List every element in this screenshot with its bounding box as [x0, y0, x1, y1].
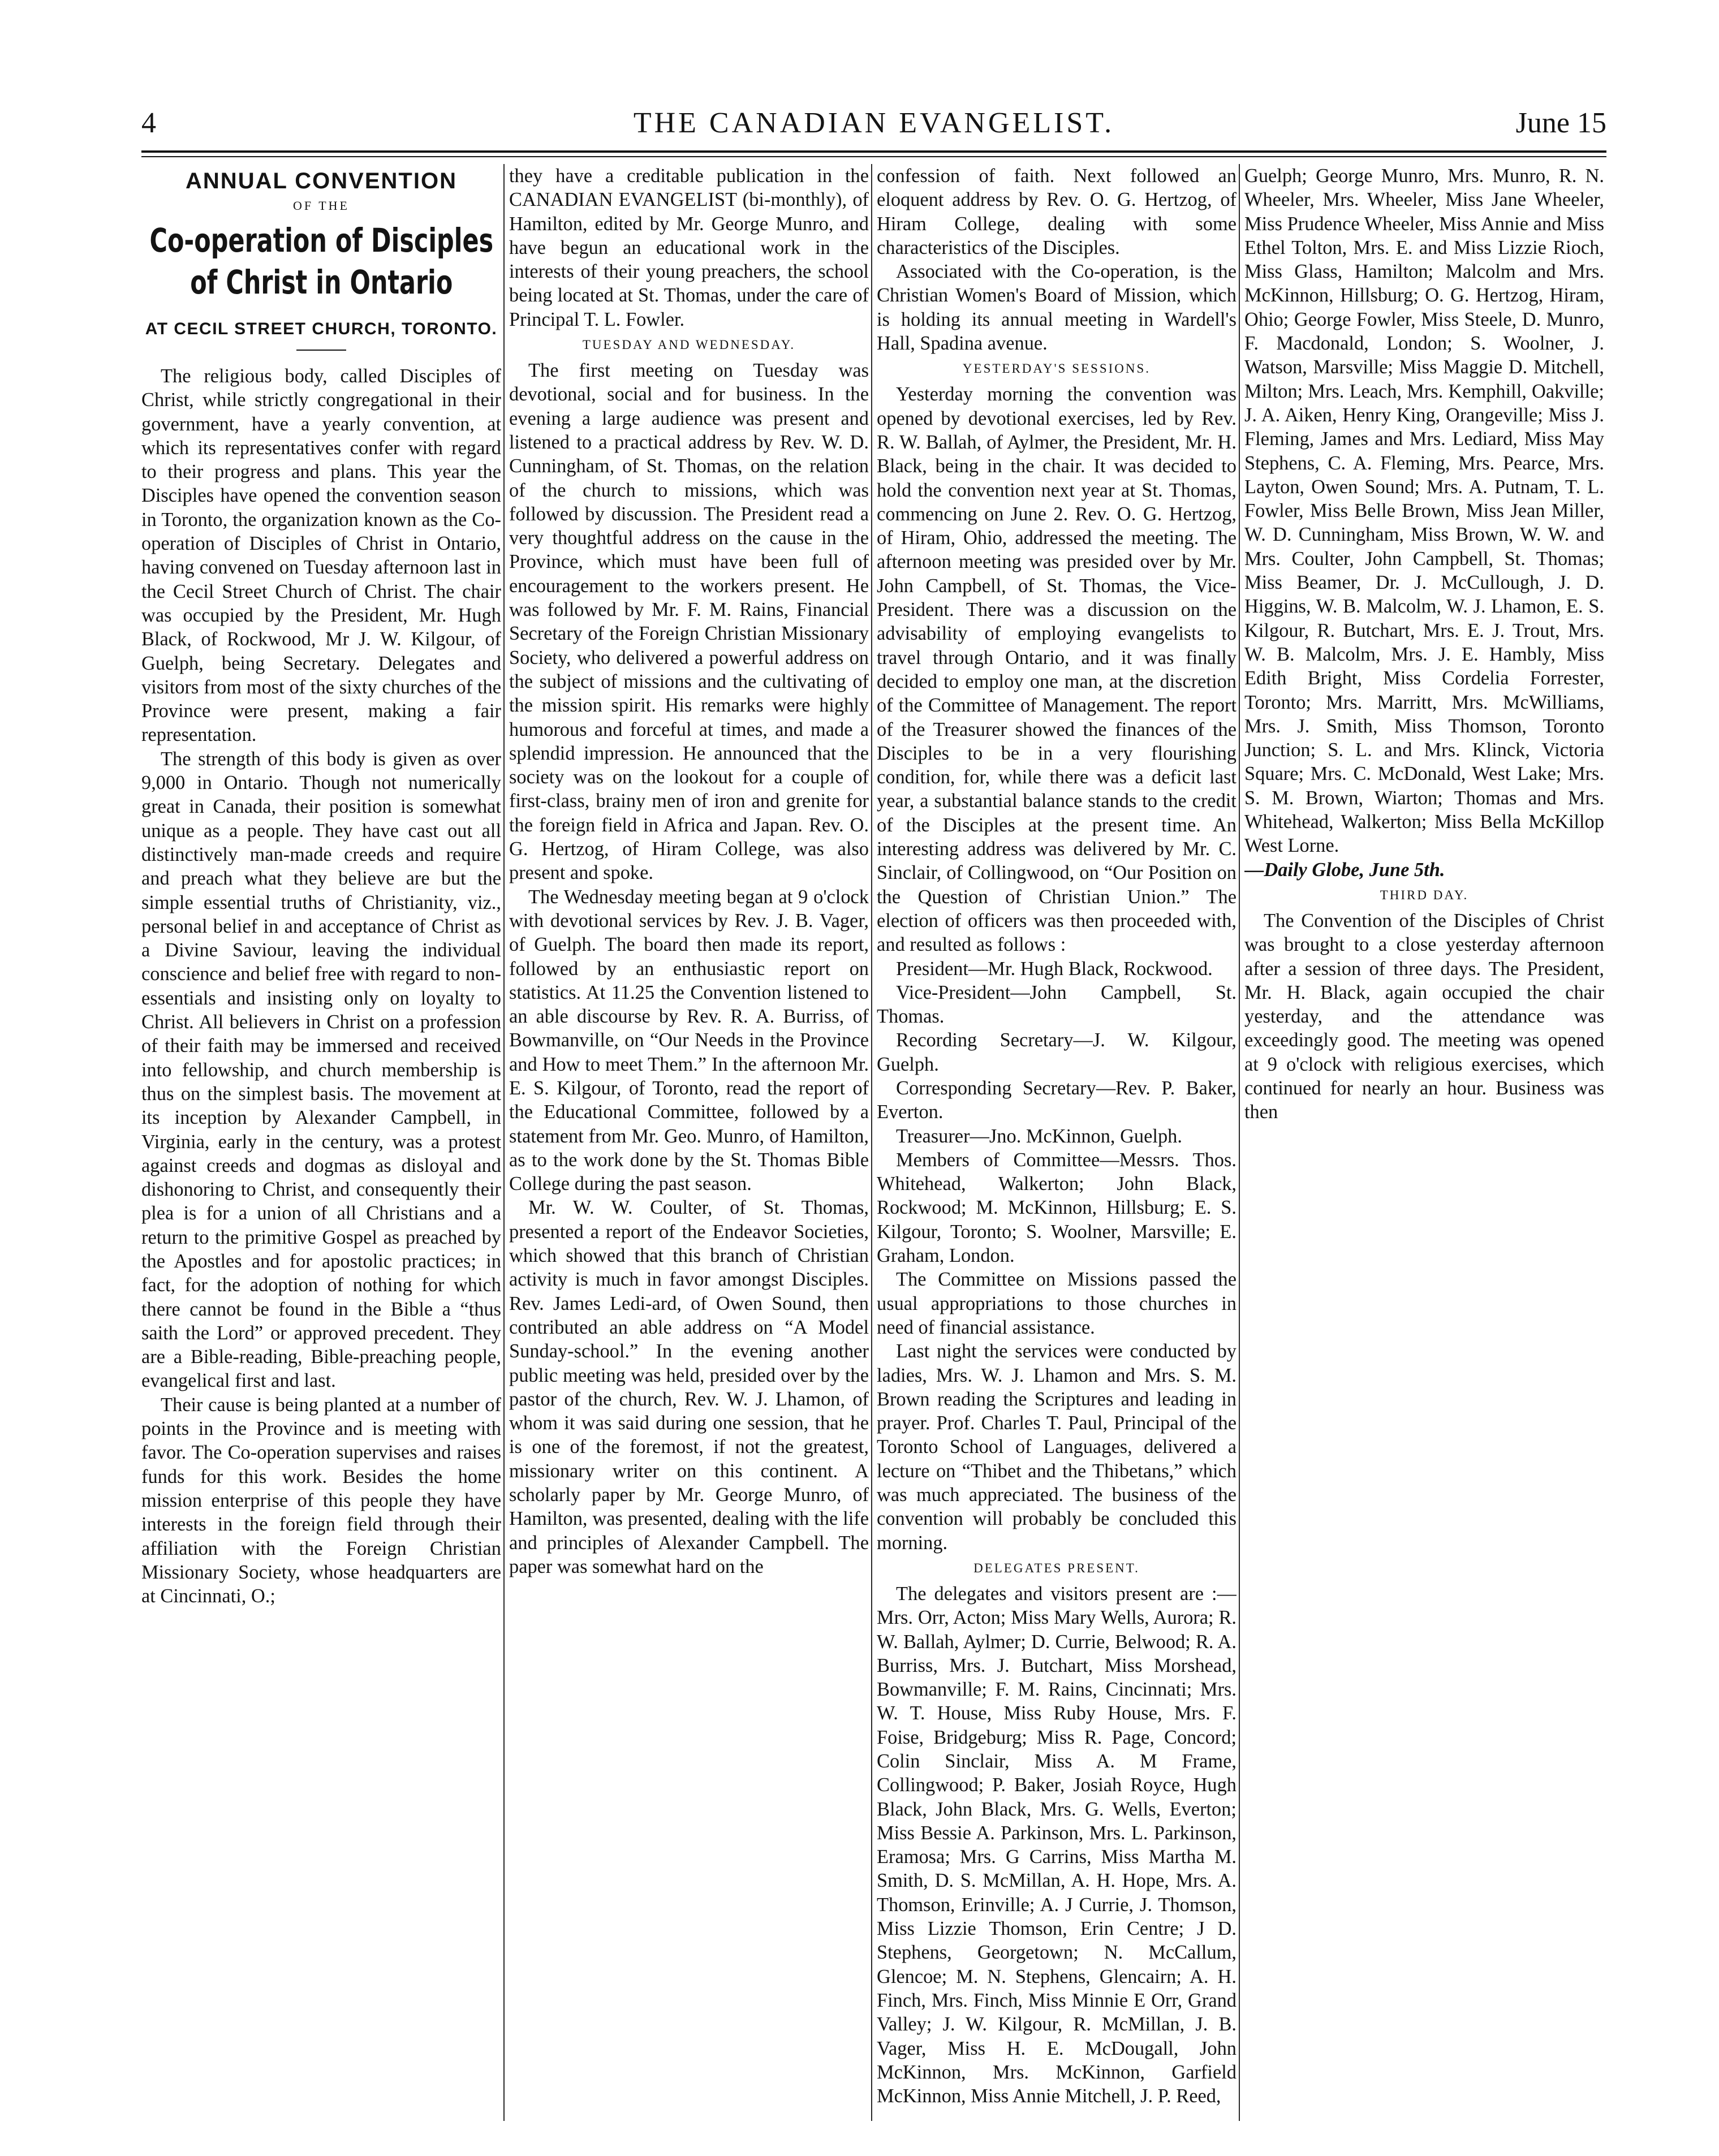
section-heading-third-day: THIRD DAY. — [1380, 887, 1469, 902]
section-heading-yesterday: YESTERDAY'S SESSIONS. — [962, 361, 1151, 376]
officer-line: Recording Secretary—J. W. Kilgour, Guelph. — [877, 1029, 1237, 1075]
officer-line: Corresponding Secretary—Rev. P. Baker, Everton. — [877, 1077, 1237, 1123]
paragraph: The strength of this body is given as over 9,000 in Ontario. Though not numerically great in Canada, their position is somewhat unique as a people. They have cast out all distinctively man-made creeds and require and preach what they believe are but the simple essential truths of Christianity, viz., personal belief in and acceptance of Christ as a Divine Saviour, leaving the individual conscience and belief free with regard to non-essentials and insisting only on loyalty to Christ. All believers in Christ on a profession of their faith may be immersed and received into fellowship, and church membership is thus on the simplest basis. The movement at its inception by Alexander Campbell, in Virginia, early in the century, was a protest against creeds and dogmas as disloyal and dishonoring to Christ, and consequently their plea is for a union of all Christians and a return to the primitive Gospel as preached by the Apostles and for apostolic practices; in fact, for the adoption of nothing for which there cannot be found in the Bible a “thus saith the Lord” or approved precedent. They are a Bible-reading, Bible-preaching people, evangelical first and last. — [141, 748, 501, 1392]
paragraph-continued: confession of faith. Next followed an eloquent address by Rev. O. G. Hertzog, of Hiram College, dealing with some characteristics of the Disciples. — [877, 165, 1237, 258]
officer-line: Vice-President—John Campbell, St. Thomas. — [877, 981, 1237, 1028]
article-place: AT CECIL STREET CHURCH, TORONTO. — [145, 320, 498, 338]
paragraph: The religious body, called Disciples of Christ, while strictly congregational in their government, have a yearly convention, at which its representatives confer with regard to their progress and plans. This year the Disciples have opened the convention season in Toronto, the organization known as the Co-operation of Disciples of Christ in Ontario, having convened on Tuesday afternoon last in the Cecil Street Church of Christ. The chair was occupied by the President, Mr. Hugh Black, of Rockwood, Mr J. W. Kilgour, of Guelph, being Secretary. Delegates and visitors from most of the sixty churches of the Province were present, making a fair representation. — [141, 365, 501, 746]
paragraph: The Wednesday meeting began at 9 o'clock with devotional services by Rev. J. B. Vager, of Guelph. The board then made its report, followed by an enthusiastic report on statistics. At 11.25 the Convention listened to an able discourse by Rev. R. A. Burriss, of Bowmanville, on “Our Needs in the Province and How to meet Them.” In the afternoon Mr. E. S. Kilgour, of Toronto, read the report of the Educational Committee, followed by a statement from Mr. Geo. Munro, of Hamilton, as to the work done by the St. Thomas Bible College during the past season. — [509, 886, 869, 1195]
paragraph: Associated with the Co-operation, is the Christian Women's Board of Mission, which is holding its annual meeting in Wardell's Hall, Spadina avenue. — [877, 261, 1237, 355]
page-number: 4 — [141, 107, 156, 139]
paragraph: The Convention of the Disciples of Christ was brought to a close yesterday afternoon after a session of three days. The President, Mr. H. Black, again occupied the chair yesterday, and the attendance was exceedingly good. The meeting was opened at 9 o'clock with religious exercises, which continued for nearly an hour. Business was then — [1244, 909, 1604, 1123]
column-4 — [1244, 164, 1604, 2121]
column-divider — [503, 164, 505, 2121]
paragraph: Their cause is being planted at a number of points in the Province and is meeting with favor. The Co-operation supervises and raises funds for this work. Besides the home mission enterprise of this people they have interests in the foreign field through their affiliation with the Foreign Christian Missionary Society, whose headquarters are at Cincinnati, O.; — [141, 1394, 501, 1607]
headline-divider — [296, 350, 346, 351]
paragraph: The Committee on Missions passed the usual appropriations to those churches in need of financial assistance. — [877, 1269, 1237, 1338]
paragraph: The first meeting on Tuesday was devotional, social and for business. In the evening a large audience was present and listened to a practical address by Rev. W. D. Cunningham, of St. Thomas, on the relation of the church to missions, which was followed by discussion. The President read a very thoughtful address on the cause in the Province, which must have been full of encouragement to the workers present. He was followed by Mr. F. M. Rains, Financial Secretary of the Foreign Christian Missionary Society, who delivered a powerful address on the subject of missions and the cultivating of the mission spirit. His remarks were highly humorous and forceful at times, and made a splendid impression. He announced that the society was on the lookout for a couple of first-class, brainy men of iron and grenite for the foreign field in Africa and Japan. Rev. O. G. Hertzog, of Hiram College, was also present and spoke. — [509, 360, 869, 884]
article-kicker: ANNUAL CONVENTION — [186, 169, 457, 193]
paragraph-continued: Guelph; George Munro, Mrs. Munro, R. N. Wheeler, Mrs. Wheeler, Miss Jane Wheeler, Miss Prudence Wheeler, Miss Annie and Miss Ethel Tolton, Mrs. E. and Miss Lizzie Rioch, Miss Glass, Hamilton; Malcolm and Mrs. McKinnon, Hillsburg; O. G. Hertzog, Hiram, Ohio; George Fowler, Miss Steele, D. Munro, F. Macdonald, London; S. Woolner, J. Watson, Marsville; Miss Maggie D. Mitchell, Milton; Mrs. Leach, Mrs. Kemphill, Oakville; J. A. Aiken, Henry King, Orangeville; Miss J. Fleming, James and Mrs. Lediard, Miss May Stephens, C. A. Fleming, Mrs. Pearce, Mrs. Layton, Owen Sound; Mrs. A. Putnam, T. L. Fowler, Miss Belle Brown, Miss Jean Miller, W. D. Cunningham, Miss Brown, W. W. and Mrs. Coulter, John Campbell, St. Thomas; Miss Beamer, Dr. J. McCullough, J. D. Higgins, W. B. Malcolm, W. J. Lhamon, E. S. Kilgour, R. Butchart, Mrs. E. J. Trout, Mrs. W. B. Malcolm, Mrs. J. E. Hambly, Miss Edith Bright, Miss Cordelia Forrester, Toronto; Mrs. Marritt, Mrs. McWilliams, Mrs. J. Smith, Miss Thomson, Toronto Junction; S. L. and Mrs. Klinck, Victoria Square; Mrs. C. McDonald, West Lake; Mrs. S. M. Brown, Wiarton; Thomas and Mrs. Whitehead, Walkerton; Miss Bella McKillop West Lorne. — [1244, 165, 1604, 857]
header-rule-thick — [141, 150, 1606, 153]
masthead-title: THE CANADIAN EVANGELIST. — [633, 107, 1115, 139]
header-rule-thin — [141, 156, 1606, 157]
paragraph: Last night the services were conducted by ladies, Mrs. W. J. Lhamon and Mrs. S. M. Brown reading the Scriptures and leading in prayer. Prof. Charles T. Paul, Principal of the Toronto School of Languages, delivered a lecture on “Thibet and the Thibetans,” which was much appreciated. The business of the convention will probably be concluded this morning. — [877, 1340, 1237, 1554]
officer-line: President—Mr. Hugh Black, Rockwood. — [896, 958, 1213, 980]
paragraph: The delegates and visitors present are :—Mrs. Orr, Acton; Miss Mary Wells, Aurora; R. W. Ballah, Aylmer; D. Currie, Belwood; R. A. Burriss, Mrs. J. Butchart, Miss Morshead, Bowmanville; F. M. Rains, Cincinnati; Mrs. W. T. House, Miss Ruby House, Mrs. F. Foise, Bridgeburg; Miss R. Page, Concord; Colin Sinclair, Miss A. M Frame, Collingwood; P. Baker, Josiah Royce, Hugh Black, John Black, Mrs. G. Wells, Everton; Miss Bessie A. Parkinson, Mrs. L. Parkinson, Eramosa; Mrs. G Carrins, Miss Martha M. Smith, D. S. McMillan, A. H. Hope, Mrs. A. Thomson, Erinville; A. J Currie, J. Thomson, Miss Lizzie Thomson, Erin Centre; J D. Stephens, Georgetown; N. McCallum, Glencoe; M. N. Stephens, Glencairn; A. H. Finch, Mrs. Finch, Miss Minnie E Orr, Grand Valley; J. W. Kilgour, R. McMillan, J. B. Vager, Miss H. E. McDougall, John McKinnon, Mrs. McKinnon, Garfield McKinnon, Miss Annie Mitchell, J. P. Reed, — [877, 1582, 1237, 2107]
officer-line: Members of Committee—Messrs. Thos. Whitehead, Walkerton; John Black, Rockwood; M. McKinnon, Hillsburg; E. S. Kilgour, Toronto; S. Woolner, Marsville; E. Graham, London. — [877, 1149, 1237, 1267]
article-of-the: OF THE — [293, 199, 350, 213]
officer-line: Treasurer—Jno. McKinnon, Guelph. — [896, 1125, 1182, 1147]
paragraph: Yesterday morning the convention was opened by devotional exercises, led by Rev. R. W. Ballah, of Aylmer, the President, Mr. H. Black, being in the chair. It was decided to hold the convention next year at St. Thomas, commencing on June 2. Rev. O. G. Hertzog, of Hiram, Ohio, addressed the meeting. The afternoon meeting was presided over by Mr. John Campbell, of St. Thomas, the Vice-President. There was a discussion on the advisability of employing evangelists to travel through Ontario, and it was finally decided to employ one man, at the discretion of the Committee of Management. The report of the Treasurer showed the finances of the Disciples to be in a very flourishing condition, for, while there was a deficit last year, a substantial balance stands to the credit of the Disciples at the present time. An interesting address was delivered by Mr. C. Sinclair, of Collingwood, on “Our Position on the Question of Christian Union.” The election of officers was then proceeded with, and resulted as follows : — [877, 383, 1237, 956]
column-3 — [877, 164, 1237, 2121]
issue-date: June 15 — [1515, 107, 1606, 139]
article-headline: Co-operation of Disciples of Christ in Ontario — [149, 221, 493, 301]
column-divider — [871, 164, 872, 2121]
column-2 — [509, 164, 869, 2121]
paragraph: Mr. W. W. Coulter, of St. Thomas, presented a report of the Endeavor Societies, which showed that this branch of Christian activity is much in favor amongst Disciples. Rev. James Ledi-ard, of Owen Sound, then contributed an able address on “A Model Sunday-school.” In the evening another public meeting was held, presided over by the pastor of the church, Rev. W. J. Lhamon, of whom it was said during one session, that he is one of the foremost, if not the greatest, missionary writer on this continent. A scholarly paper by Mr. George Munro, of Hamilton, was presented, dealing with the life and principles of Alexander Campbell. The paper was somewhat hard on the — [509, 1197, 869, 1577]
section-heading-tuesday: TUESDAY AND WEDNESDAY. — [582, 338, 796, 352]
source-credit: —Daily Globe, June 5th. — [1244, 859, 1445, 881]
section-heading-delegates: DELEGATES PRESENT. — [973, 1560, 1140, 1575]
paragraph-continued: they have a creditable publication in the CANADIAN EVANGELIST (bi-monthly), of Hamilton, edited by Mr. George Munro, and have begun an educational work in the interests of their young preachers, the school being located at St. Thomas, under the care of Principal T. L. Fowler. — [509, 165, 869, 330]
page-header — [141, 101, 1606, 146]
column-1 — [141, 164, 501, 2121]
column-divider — [1239, 164, 1240, 2121]
